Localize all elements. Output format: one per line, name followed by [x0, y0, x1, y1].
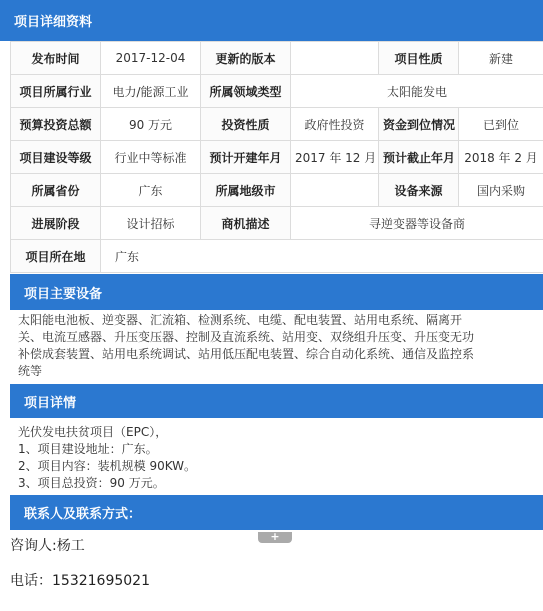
nature-value: 新建 [459, 42, 543, 75]
funding-value: 已到位 [459, 108, 543, 141]
equipment-line: 统等 [18, 364, 43, 378]
province-value: 广东 [101, 174, 201, 207]
contact-person: 咨询人:杨工 [10, 538, 85, 554]
stage-value: 设计招标 [101, 207, 201, 240]
domain-value: 太阳能发电 [291, 75, 543, 108]
project-section-header: 项目详情 [10, 384, 543, 418]
table-row [11, 108, 543, 141]
domain-label: 所属领域类型 [201, 75, 291, 108]
province-label: 所属省份 [11, 174, 101, 207]
contact-phone: 电话：15321695021 [10, 573, 150, 589]
table-row [11, 240, 543, 273]
industry-value: 电力/能源工业 [101, 75, 201, 108]
table-row [11, 141, 543, 174]
source-value: 国内采购 [459, 174, 543, 207]
start-label: 预计开建年月 [201, 141, 291, 174]
table-row [11, 75, 543, 108]
updated-version-label: 更新的版本 [201, 42, 291, 75]
budget-label: 预算投资总额 [11, 108, 101, 141]
budget-value: 90 万元 [101, 108, 201, 141]
desc-label: 商机描述 [201, 207, 291, 240]
contact-section-header: 联系人及联系方式： [10, 495, 543, 530]
equipment-section-header: 项目主要设备 [10, 274, 543, 310]
grade-value: 行业中等标准 [101, 141, 201, 174]
updated-version-value [291, 42, 379, 75]
publish-time-value: 2017-12-04 [101, 42, 201, 75]
location-label: 项目所在地 [11, 240, 101, 273]
investment-nature-value: 政府性投资 [291, 108, 379, 141]
expand-toggle-button[interactable]: + [258, 532, 292, 543]
equipment-line: 补偿成套装置、站用电系统调试、站用低压配电装置、综合自动化系统、通信及监控系 [18, 347, 475, 361]
project-line: 光伏发电扶贫项目（EPC）， [18, 425, 168, 439]
publish-time-label: 发布时间 [11, 42, 101, 75]
project-line: 2、项目内容：装机规模 90KW。 [18, 459, 197, 473]
nature-label: 项目性质 [379, 42, 459, 75]
city-label: 所属地级市 [201, 174, 291, 207]
table-row [11, 207, 543, 240]
start-value: 2017 年 12 月 [291, 141, 379, 174]
stage-label: 进展阶段 [11, 207, 101, 240]
industry-label: 项目所属行业 [11, 75, 101, 108]
details-section-header: 项目详细资料 [0, 0, 543, 41]
grade-label: 项目建设等级 [11, 141, 101, 174]
table-row [11, 42, 543, 75]
project-details [10, 424, 535, 492]
table-row [11, 174, 543, 207]
end-value: 2018 年 2 月 [459, 141, 543, 174]
equipment-list [10, 312, 535, 380]
location-value: 广东 [101, 240, 543, 273]
equipment-line: 太阳能电池板、逆变器、汇流箱、检测系统、电缆、配电装置、站用电系统、隔离开 [18, 313, 463, 327]
end-label: 预计截止年月 [379, 141, 459, 174]
investment-nature-label: 投资性质 [201, 108, 291, 141]
project-line: 1、项目建设地址：广东。 [18, 442, 158, 456]
project-info-table [10, 41, 543, 273]
city-value [291, 174, 379, 207]
equipment-line: 关、电流互感器、升压变压器、控制及直流系统、站用变、双绕组升压变、升压变无功 [18, 330, 475, 344]
desc-value: 寻逆变器等设备商 [291, 207, 543, 240]
project-line: 3、项目总投资：90 万元。 [18, 476, 165, 490]
funding-label: 资金到位情况 [379, 108, 459, 141]
source-label: 设备来源 [379, 174, 459, 207]
